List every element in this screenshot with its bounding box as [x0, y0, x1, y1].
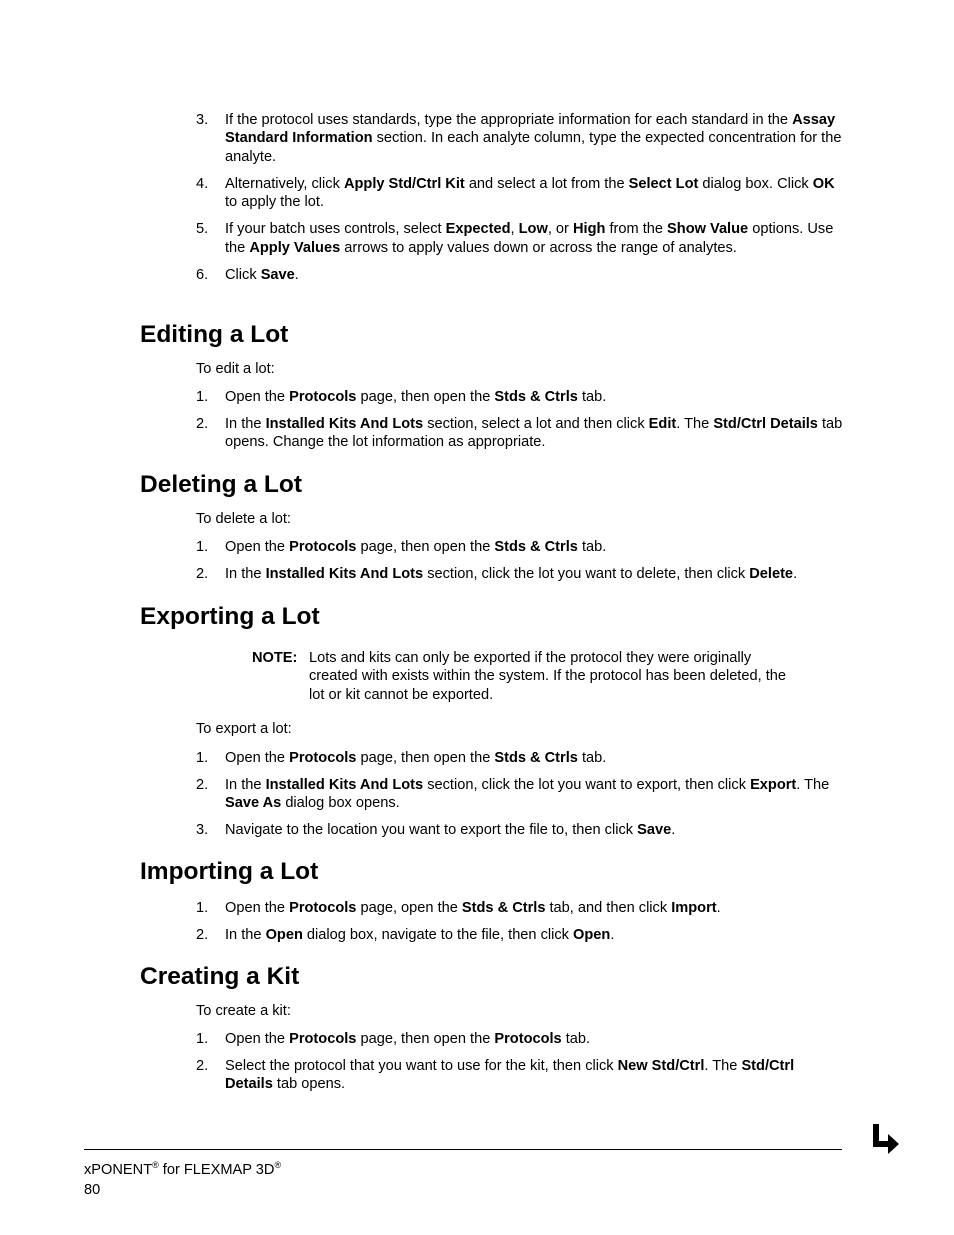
- list-item: [196, 926, 846, 944]
- continue-arrow-icon: [868, 1124, 900, 1154]
- step-text: [225, 416, 842, 450]
- heading-creating-a-kit: Creating a Kit: [140, 963, 300, 990]
- ui-term: Expected: [445, 221, 511, 238]
- step-text-segment: .: [793, 566, 798, 582]
- steps-list-importing: [196, 899, 846, 953]
- step-text-segment: Open the: [225, 539, 290, 555]
- list-item: [196, 388, 846, 406]
- ui-term: Stds & Ctrls: [494, 539, 578, 555]
- ui-term: Assay Standard Information: [225, 112, 836, 147]
- step-text: [225, 176, 835, 210]
- step-text-segment: Open the: [225, 900, 290, 916]
- step-text-segment: . The: [796, 777, 830, 793]
- list-item: [196, 821, 846, 839]
- ui-term: Stds & Ctrls: [494, 750, 578, 766]
- ui-term: Apply Values: [249, 239, 341, 256]
- step-text-segment: Click: [225, 266, 261, 283]
- list-item: [196, 899, 846, 917]
- step-text-segment: Open the: [225, 750, 290, 766]
- ui-term: Std/Ctrl Details: [225, 1058, 795, 1093]
- step-text-segment: dialog box. Click: [698, 175, 813, 192]
- step-text: [225, 112, 841, 165]
- intro-exporting: To export a lot:: [196, 721, 292, 737]
- step-number: 5.: [196, 221, 209, 238]
- step-text-segment: If your batch uses controls, select: [225, 221, 446, 238]
- footer-divider: [84, 1149, 842, 1150]
- note-block: [252, 649, 812, 704]
- step-text-segment: options. Use the: [225, 221, 834, 256]
- step-text-segment: page, then open the: [356, 750, 495, 766]
- step-number: 2.: [196, 1058, 209, 1074]
- step-text-segment: and select a lot from the: [464, 175, 629, 192]
- ui-term: Edit: [648, 416, 677, 432]
- list-item: [196, 111, 846, 166]
- step-text: [225, 539, 606, 555]
- heading-exporting-a-lot: Exporting a Lot: [140, 603, 320, 630]
- heading-editing-a-lot: Editing a Lot: [140, 321, 289, 348]
- ui-term: Installed Kits And Lots: [265, 777, 424, 793]
- list-item: [196, 1057, 846, 1094]
- footer-for-text: for FLEXMAP 3D: [158, 1162, 275, 1178]
- ui-term: Protocols: [289, 900, 357, 916]
- step-text-segment: . The: [676, 416, 714, 432]
- ui-term: OK: [812, 175, 835, 192]
- footer-product-name: [84, 1161, 281, 1179]
- ui-term: High: [572, 221, 606, 238]
- step-text-segment: section, click the lot you want to export, then click: [423, 777, 751, 793]
- step-text: [225, 900, 721, 916]
- step-text-segment: tab.: [577, 389, 607, 405]
- ui-term: Show Value: [667, 221, 749, 238]
- step-text: [225, 1031, 590, 1047]
- ui-term: Protocols: [289, 750, 357, 766]
- step-number: 2.: [196, 416, 209, 432]
- step-text-segment: dialog box, navigate to the file, then click: [302, 927, 574, 943]
- list-item: [196, 175, 846, 212]
- step-text-segment: tab opens. Change the lot information as appropriate.: [225, 416, 843, 451]
- step-text: [225, 927, 614, 943]
- ui-term: New Std/Ctrl: [617, 1058, 705, 1074]
- ui-term: Protocols: [289, 389, 357, 405]
- list-item: [196, 266, 846, 284]
- step-text: [225, 777, 829, 811]
- step-text-segment: . The: [704, 1058, 742, 1074]
- step-text-segment: section, click the lot you want to delete, then click: [423, 566, 750, 582]
- step-text-segment: In the: [225, 566, 266, 582]
- step-number: 4.: [196, 175, 209, 192]
- step-text: [225, 750, 606, 766]
- step-text-segment: section, select a lot and then click: [423, 416, 649, 432]
- note-label: NOTE:: [252, 650, 298, 666]
- step-text: [225, 389, 606, 405]
- step-text-segment: page, then open the: [356, 539, 495, 555]
- step-number: 3.: [196, 822, 209, 839]
- step-text: [225, 822, 675, 838]
- step-number: 6.: [196, 266, 209, 283]
- footer-product-label: xPONENT: [84, 1162, 153, 1178]
- step-text-segment: .: [671, 822, 676, 839]
- ui-term: Protocols: [289, 539, 357, 555]
- ui-term: Import: [671, 900, 717, 916]
- step-number: 1.: [196, 539, 209, 555]
- step-number: 1.: [196, 389, 209, 405]
- list-item: [196, 220, 846, 257]
- intro-editing: To edit a lot:: [196, 361, 275, 377]
- ui-term: Open: [265, 927, 303, 943]
- ui-term: Std/Ctrl Details: [713, 416, 818, 432]
- step-text-segment: In the: [225, 777, 266, 793]
- step-text-segment: arrows to apply values down or across the range of analytes.: [340, 239, 737, 256]
- step-text-segment: If the protocol uses standards, type the appropriate information for each standard in the: [225, 112, 793, 128]
- list-item: [196, 538, 846, 556]
- step-text-segment: .: [716, 900, 721, 916]
- step-text-segment: .: [294, 266, 299, 283]
- step-text: [225, 566, 797, 582]
- step-text-segment: In the: [225, 416, 266, 432]
- ui-term: Installed Kits And Lots: [265, 416, 424, 432]
- step-text-segment: Select the protocol that you want to use for the kit, then click: [225, 1058, 618, 1074]
- list-item: [196, 415, 846, 452]
- heading-deleting-a-lot: Deleting a Lot: [140, 471, 302, 498]
- step-text: [225, 1058, 794, 1092]
- step-text-segment: ,: [510, 221, 519, 238]
- list-item: [196, 749, 846, 767]
- ui-term: Protocols: [494, 1031, 562, 1047]
- steps-list-top: [196, 111, 846, 293]
- step-text-segment: page, then open the: [356, 1031, 495, 1047]
- footer-registered-mark-2: ®: [274, 1160, 282, 1170]
- step-text-segment: tab.: [577, 539, 607, 555]
- ui-term: Save: [260, 266, 295, 283]
- ui-term: Low: [518, 221, 548, 238]
- step-text-segment: section. In each analyte column, type the expected concentration for the analyte.: [225, 130, 842, 165]
- steps-list-deleting: [196, 538, 846, 592]
- note-text: Lots and kits can only be exported if the protocol they were originally created with exists within the system. If the protocol has been deleted, the lot or kit cannot be exported.: [309, 650, 786, 703]
- step-text: [225, 221, 833, 255]
- step-number: 1.: [196, 900, 209, 916]
- step-text-segment: tab opens.: [272, 1076, 346, 1093]
- step-text-segment: In the: [225, 927, 266, 943]
- step-number: 2.: [196, 777, 209, 793]
- step-text-segment: tab, and then click: [545, 900, 672, 916]
- step-text-segment: , or: [547, 221, 573, 238]
- ui-term: Export: [750, 777, 797, 793]
- step-number: 1.: [196, 1031, 209, 1047]
- ui-term: Open: [573, 927, 611, 943]
- step-text-segment: tab.: [577, 750, 607, 766]
- ui-term: Select Lot: [628, 175, 699, 192]
- step-text-segment: page, then open the: [356, 389, 495, 405]
- step-number: 2.: [196, 566, 209, 582]
- ui-term: Stds & Ctrls: [494, 389, 578, 405]
- step-text-segment: page, open the: [356, 900, 462, 916]
- ui-term: Apply Std/Ctrl Kit: [343, 175, 465, 192]
- intro-deleting: To delete a lot:: [196, 511, 291, 527]
- steps-list-exporting: [196, 749, 846, 848]
- step-text-segment: Open the: [225, 1031, 290, 1047]
- intro-creating: To create a kit:: [196, 1003, 291, 1019]
- ui-term: Save: [637, 822, 672, 839]
- step-text-segment: tab.: [561, 1031, 591, 1047]
- list-item: [196, 776, 846, 813]
- list-item: [196, 1030, 846, 1048]
- step-number: 3.: [196, 112, 209, 128]
- ui-term: Installed Kits And Lots: [265, 566, 424, 582]
- ui-term: Protocols: [289, 1031, 357, 1047]
- step-text-segment: Navigate to the location you want to export the file to, then click: [225, 822, 638, 839]
- step-text: [225, 267, 299, 283]
- footer-registered-mark: ®: [152, 1160, 159, 1170]
- step-number: 2.: [196, 927, 209, 943]
- footer-page-number: 80: [84, 1182, 101, 1198]
- steps-list-editing: [196, 388, 846, 460]
- step-text-segment: Alternatively, click: [225, 175, 344, 192]
- ui-term: Save As: [225, 795, 282, 812]
- step-text-segment: Open the: [225, 389, 290, 405]
- ui-term: Stds & Ctrls: [461, 900, 546, 916]
- ui-term: Delete: [749, 566, 794, 582]
- step-text-segment: dialog box opens.: [281, 795, 400, 812]
- step-number: 1.: [196, 750, 209, 766]
- list-item: [196, 565, 846, 583]
- step-text-segment: .: [610, 927, 615, 943]
- heading-importing-a-lot: Importing a Lot: [140, 858, 319, 885]
- steps-list-creating: [196, 1030, 846, 1102]
- step-text-segment: from the: [605, 221, 668, 238]
- step-text-segment: to apply the lot.: [225, 194, 324, 211]
